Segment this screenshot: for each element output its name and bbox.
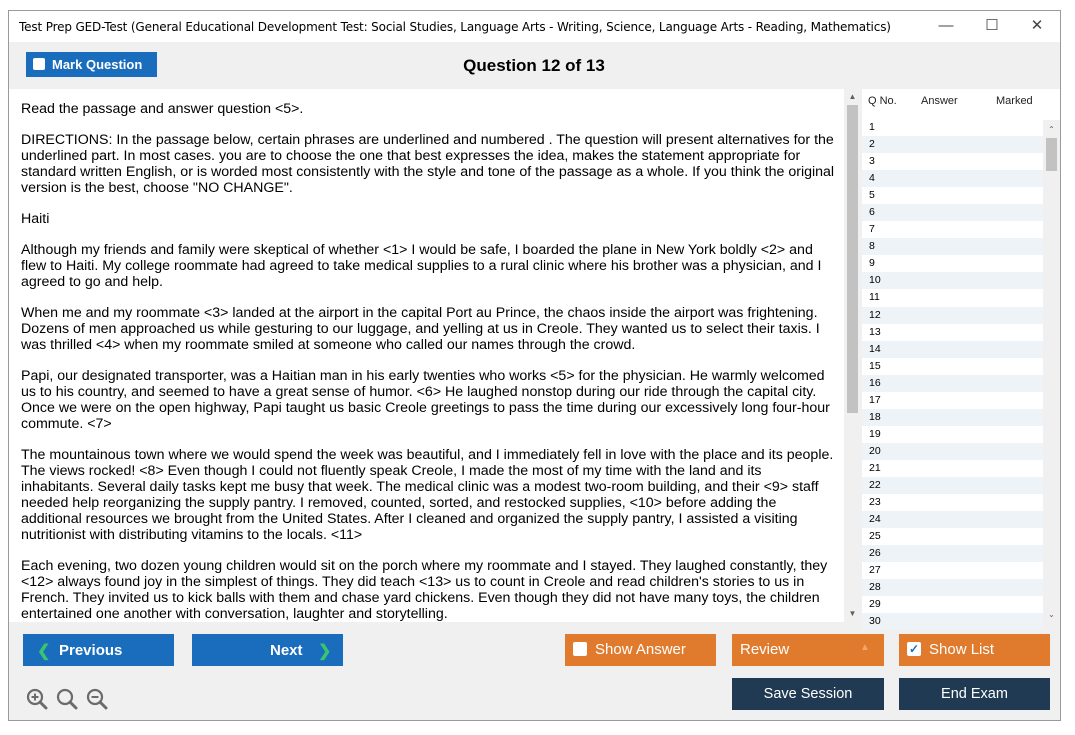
zoom-icon[interactable] bbox=[56, 688, 78, 710]
zoom-in-icon[interactable] bbox=[26, 688, 48, 710]
passage-paragraph: Haiti bbox=[21, 211, 50, 227]
question-number: 24 bbox=[869, 513, 881, 526]
passage-paragraph: Read the passage and answer question <5>. bbox=[21, 101, 304, 117]
window-title: Test Prep GED-Test (General Educational Development Test: Social Studies, Language Arts - Writing, Science, Language Arts - Reading, Mathematics) bbox=[19, 20, 891, 34]
question-list-row[interactable] bbox=[862, 579, 1043, 596]
scroll-down-icon[interactable]: ▼ bbox=[848, 609, 857, 618]
question-list-row[interactable] bbox=[862, 460, 1043, 477]
question-number: 19 bbox=[869, 427, 881, 440]
previous-button[interactable] bbox=[23, 634, 174, 666]
zoom-out-icon[interactable] bbox=[86, 688, 108, 710]
review-label: Review bbox=[740, 641, 790, 658]
question-number: 2 bbox=[869, 138, 875, 151]
show-answer-label: Show Answer bbox=[595, 641, 686, 658]
question-list-row[interactable] bbox=[862, 528, 1043, 545]
marked-column-header[interactable]: Marked bbox=[996, 95, 1033, 107]
show-list-label: Show List bbox=[929, 641, 995, 658]
passage-panel bbox=[9, 89, 861, 622]
question-list-row[interactable] bbox=[862, 255, 1043, 272]
question-list-row[interactable] bbox=[862, 238, 1043, 255]
question-number: 30 bbox=[869, 615, 881, 628]
question-list-row[interactable] bbox=[862, 392, 1043, 409]
question-list bbox=[862, 89, 1060, 628]
question-number: 15 bbox=[869, 359, 881, 372]
chevron-right-icon: ❯ bbox=[318, 643, 332, 660]
passage-scrollbar[interactable] bbox=[844, 89, 861, 622]
answer-column-header[interactable]: Answer bbox=[921, 95, 958, 107]
question-number: 8 bbox=[869, 240, 875, 253]
passage-paragraph: Papi, our designated transporter, was a Haitian man in his early twenties who works <5> for the physician. He warmly welcomed us to his country, and seemed to have a great sense of humor. <6> He laughed nonstop during our ride through the capital city. Once we were on the open highway, Papi taught us basic Creole greetings to pass the time during our excessively long four-hour commute. <7> bbox=[21, 368, 834, 432]
question-number: 23 bbox=[869, 496, 881, 509]
list-scroll-up-icon[interactable]: ⌃ bbox=[1048, 125, 1055, 134]
passage-paragraph: Each evening, two dozen young children would sit on the porch where my roommate and I stayed. They laughed constantly, they <12> always found joy in the simplest of things. They did teach <13> us to count in Creole and read children's stories to us in French. They invited us to kick balls with them and chase yard chickens. Even though they did not have many toys, the children entertained one another with conversation, laughter and storytelling. bbox=[21, 558, 832, 622]
passage-paragraph: DIRECTIONS: In the passage below, certain phrases are underlined and numbered . The question will present alternatives for the underlined part. In most cases. you are to choose the one that best expresses the idea, makes the statement appropriate for standard written English, or is worded most consistently with the style and tone of the passage as a whole. If you think the original version is the best, choose "NO CHANGE". bbox=[21, 132, 839, 196]
title-bar bbox=[9, 11, 1060, 42]
question-list-header bbox=[862, 89, 1060, 109]
question-number: 9 bbox=[869, 257, 875, 270]
question-list-row[interactable] bbox=[862, 341, 1043, 358]
show-answer-button[interactable] bbox=[565, 634, 716, 666]
question-number: 16 bbox=[869, 376, 881, 389]
question-number: 4 bbox=[869, 172, 875, 185]
question-list-row[interactable] bbox=[862, 375, 1043, 392]
question-list-row[interactable] bbox=[862, 307, 1043, 324]
question-number: 6 bbox=[869, 206, 875, 219]
question-title: Question 12 of 13 bbox=[463, 56, 605, 75]
question-list-row[interactable] bbox=[862, 324, 1043, 341]
question-list-row[interactable] bbox=[862, 443, 1043, 460]
mark-question-checkbox[interactable] bbox=[33, 58, 45, 70]
question-list-row[interactable] bbox=[862, 477, 1043, 494]
question-number: 14 bbox=[869, 342, 881, 355]
question-number: 21 bbox=[869, 461, 881, 474]
question-number: 17 bbox=[869, 393, 881, 406]
question-number: 22 bbox=[869, 478, 881, 491]
question-list-row[interactable] bbox=[862, 272, 1043, 289]
passage-paragraph: Although my friends and family were skeptical of whether <1> I would be safe, I boarded the plane in New York boldly <2> and flew to Haiti. My college roommate had agreed to take medical supplies to a rural clinic where his brother was a physician, and I agreed to go and help. bbox=[21, 242, 826, 290]
end-exam-button[interactable]: End Exam bbox=[899, 678, 1050, 710]
question-list-row[interactable] bbox=[862, 289, 1043, 306]
question-number: 11 bbox=[869, 291, 880, 304]
caret-up-icon: ▲ bbox=[860, 642, 870, 653]
question-number: 7 bbox=[869, 223, 875, 236]
question-list-row[interactable] bbox=[862, 562, 1043, 579]
review-dropdown[interactable] bbox=[732, 634, 884, 666]
question-list-row[interactable] bbox=[862, 596, 1043, 613]
passage-paragraph: The mountainous town where we would spend the week was beautiful, and I immediately fell in love with the place and its people. The views rocked! <8> Even though I could not fluently speak Creole, I made the most of my time with the land and its inhabitants. Several daily tasks kept me busy that week. The medical clinic was a modest two-room building, and their <9> staff needed help reorganizing the supply pantry. I removed, counted, sorted, and restocked supplies, <10> before adding the additional resources we brought from the United States. After I cleaned and organized the supply pantry, I assisted a visiting nutritionist with distributing vitamins to the locals. <11> bbox=[21, 447, 837, 543]
question-number: 26 bbox=[869, 547, 881, 560]
question-number: 13 bbox=[869, 325, 881, 338]
previous-label: Previous bbox=[59, 642, 123, 659]
question-number: 29 bbox=[869, 598, 881, 611]
question-list-row[interactable] bbox=[862, 613, 1043, 630]
scroll-up-icon[interactable]: ▲ bbox=[848, 92, 857, 101]
question-list-row[interactable] bbox=[862, 511, 1043, 528]
passage-text bbox=[21, 101, 837, 622]
question-list-row[interactable] bbox=[862, 170, 1043, 187]
list-scroll-thumb[interactable] bbox=[1046, 138, 1057, 171]
maximize-icon[interactable]: ☐ bbox=[985, 17, 999, 34]
question-list-row[interactable] bbox=[862, 204, 1043, 221]
question-list-row[interactable] bbox=[862, 494, 1043, 511]
question-list-row[interactable] bbox=[862, 545, 1043, 562]
question-list-row[interactable] bbox=[862, 119, 1043, 136]
chevron-left-icon: ❮ bbox=[37, 643, 51, 660]
mark-question-label: Mark Question bbox=[52, 57, 143, 72]
next-button[interactable] bbox=[192, 634, 343, 666]
mark-question-button[interactable] bbox=[26, 52, 157, 77]
question-number: 12 bbox=[869, 308, 881, 321]
question-number: 27 bbox=[869, 564, 881, 577]
question-list-row[interactable] bbox=[862, 358, 1043, 375]
question-number: 5 bbox=[869, 189, 875, 202]
question-list-scrollbar[interactable] bbox=[1043, 120, 1060, 624]
question-list-row[interactable] bbox=[862, 221, 1043, 238]
passage-scroll-thumb[interactable] bbox=[847, 105, 858, 413]
qno-column-header[interactable]: Q No. bbox=[868, 95, 897, 107]
close-icon[interactable]: ✕ bbox=[1030, 17, 1044, 34]
question-list-row[interactable] bbox=[862, 136, 1043, 153]
question-number: 25 bbox=[869, 530, 881, 543]
app-window bbox=[8, 10, 1061, 721]
question-number: 28 bbox=[869, 581, 881, 594]
show-list-checkbox[interactable]: ✓ bbox=[908, 642, 920, 656]
question-number: 10 bbox=[869, 274, 881, 287]
save-session-button[interactable]: Save Session bbox=[732, 678, 884, 710]
show-answer-checkbox[interactable] bbox=[573, 642, 587, 656]
question-list-row[interactable] bbox=[862, 409, 1043, 426]
show-list-button[interactable] bbox=[899, 634, 1050, 666]
question-number: 3 bbox=[869, 155, 875, 168]
question-number: 1 bbox=[869, 121, 875, 133]
question-list-rows bbox=[862, 119, 1043, 630]
list-scroll-down-icon[interactable]: ⌄ bbox=[1048, 610, 1055, 619]
next-label: Next bbox=[270, 642, 303, 659]
passage-paragraph: When me and my roommate <3> landed at the airport in the capital Port au Prince, the chaos inside the airport was frightening. Dozens of men approached us while gesturing to our luggage, and yelling at us in Creole. They wanted us to select their taxis. I was thrilled <4> when my roommate smiled at someone who called our names through the crowd. bbox=[21, 305, 824, 353]
question-list-row[interactable] bbox=[862, 153, 1043, 170]
question-list-row[interactable] bbox=[862, 426, 1043, 443]
minimize-icon[interactable]: — bbox=[938, 17, 954, 34]
question-number: 20 bbox=[869, 444, 881, 457]
question-number: 18 bbox=[869, 410, 881, 423]
question-list-row[interactable] bbox=[862, 187, 1043, 204]
